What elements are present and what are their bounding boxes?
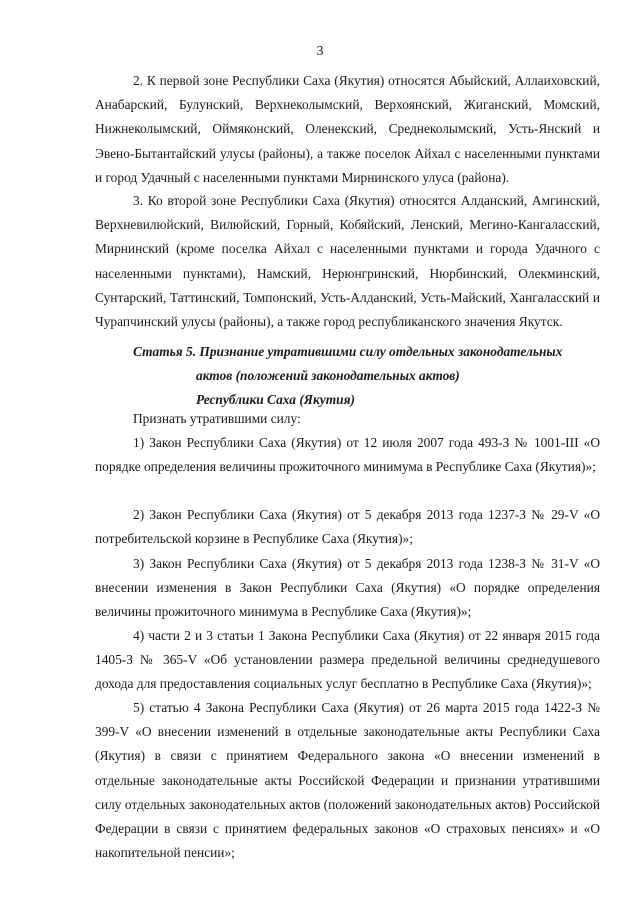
- repeal-item-2: 2) Закон Республики Саха (Якутия) от 5 декабря 2013 года 1237-З № 29-V «О потребительской корзине в Республике Саха (Якутия)»;: [95, 507, 600, 547]
- repeal-item-4: 4) части 2 и 3 статьи 1 Закона Республики Саха (Якутия) от 22 января 2015 года 1405-З № 365-V «Об установлении размера предельной величины среднедушевого дохода для предоставления социальных услуг бесплатно в Республике Саха (Якутия)»;: [95, 628, 600, 692]
- article-5-heading-line-3: Республики Саха (Якутия): [196, 392, 355, 408]
- article-5-heading-line-2: актов (положений законодательных актов): [196, 368, 460, 384]
- paragraph-second-zone: 3. Ко второй зоне Республики Саха (Якутия) относятся Алданский, Амгинский, Верхневилюйский, Вилюйский, Горный, Кобяйский, Ленский, Мегино-Кангаласский, Мирнинский (кроме поселка Айхал с населенными пунктами и города Удачного с населенными пунктами), Намский, Нерюнгринский, Нюрбинский, Олекминский, Сунтарский, Таттинский, Томпонский, Усть-Алданский, Усть-Майский, Хангаласский и Чурапчинский улусы (районы), а также город республиканского значения Якутск.: [95, 193, 600, 330]
- repeal-item-3: 3) Закон Республики Саха (Якутия) от 5 декабря 2013 года 1238-З № 31-V «О внесении изменения в Закон Республики Саха (Якутия) «О порядке определения величины прожиточного минимума в Республике Саха (Якутия)»;: [95, 556, 600, 620]
- page-number: 3: [316, 44, 324, 59]
- article-5-intro: Признать утратившими силу:: [133, 411, 301, 426]
- article-5-heading: [95, 340, 600, 413]
- paragraph-first-zone: 2. К первой зоне Республики Саха (Якутия) относятся Абыйский, Аллаиховский, Анабарский, Булунский, Верхнеколымский, Верхоянский, Жиганский, Момский, Нижнеколымский, Оймяконский, Оленекский, Среднеколымский, Усть-Янский и Эвено-Бытантайский улусы (районы), а также поселок Айхал с населенными пунктами и город Удачный с населенными пунктами Мирнинского улуса (района).: [95, 73, 600, 185]
- article-5-heading-line-1: Статья 5. Признание утратившими силу отдельных законодательных: [133, 344, 563, 359]
- repeal-item-5: 5) статью 4 Закона Республики Саха (Якутия) от 26 марта 2015 года 1422-З № 399-V «О внесении изменений в отдельные законодательные акты Республики Саха (Якутия) в связи с принятием Федерального закона «О внесении изменений в отдельные законодательные акты Российской Федерации и признании утратившими силу отдельных законодательных актов (положений законодательных актов) Российской Федерации в связи с принятием федеральных законов «О страховых пенсиях» и «О накопительной пенсии»;: [95, 700, 600, 861]
- repeal-item-1: 1) Закон Республики Саха (Якутия) от 12 июля 2007 года 493-З № 1001-III «О порядке определения величины прожиточного минимума в Республике Саха (Якутия)»;: [95, 435, 600, 475]
